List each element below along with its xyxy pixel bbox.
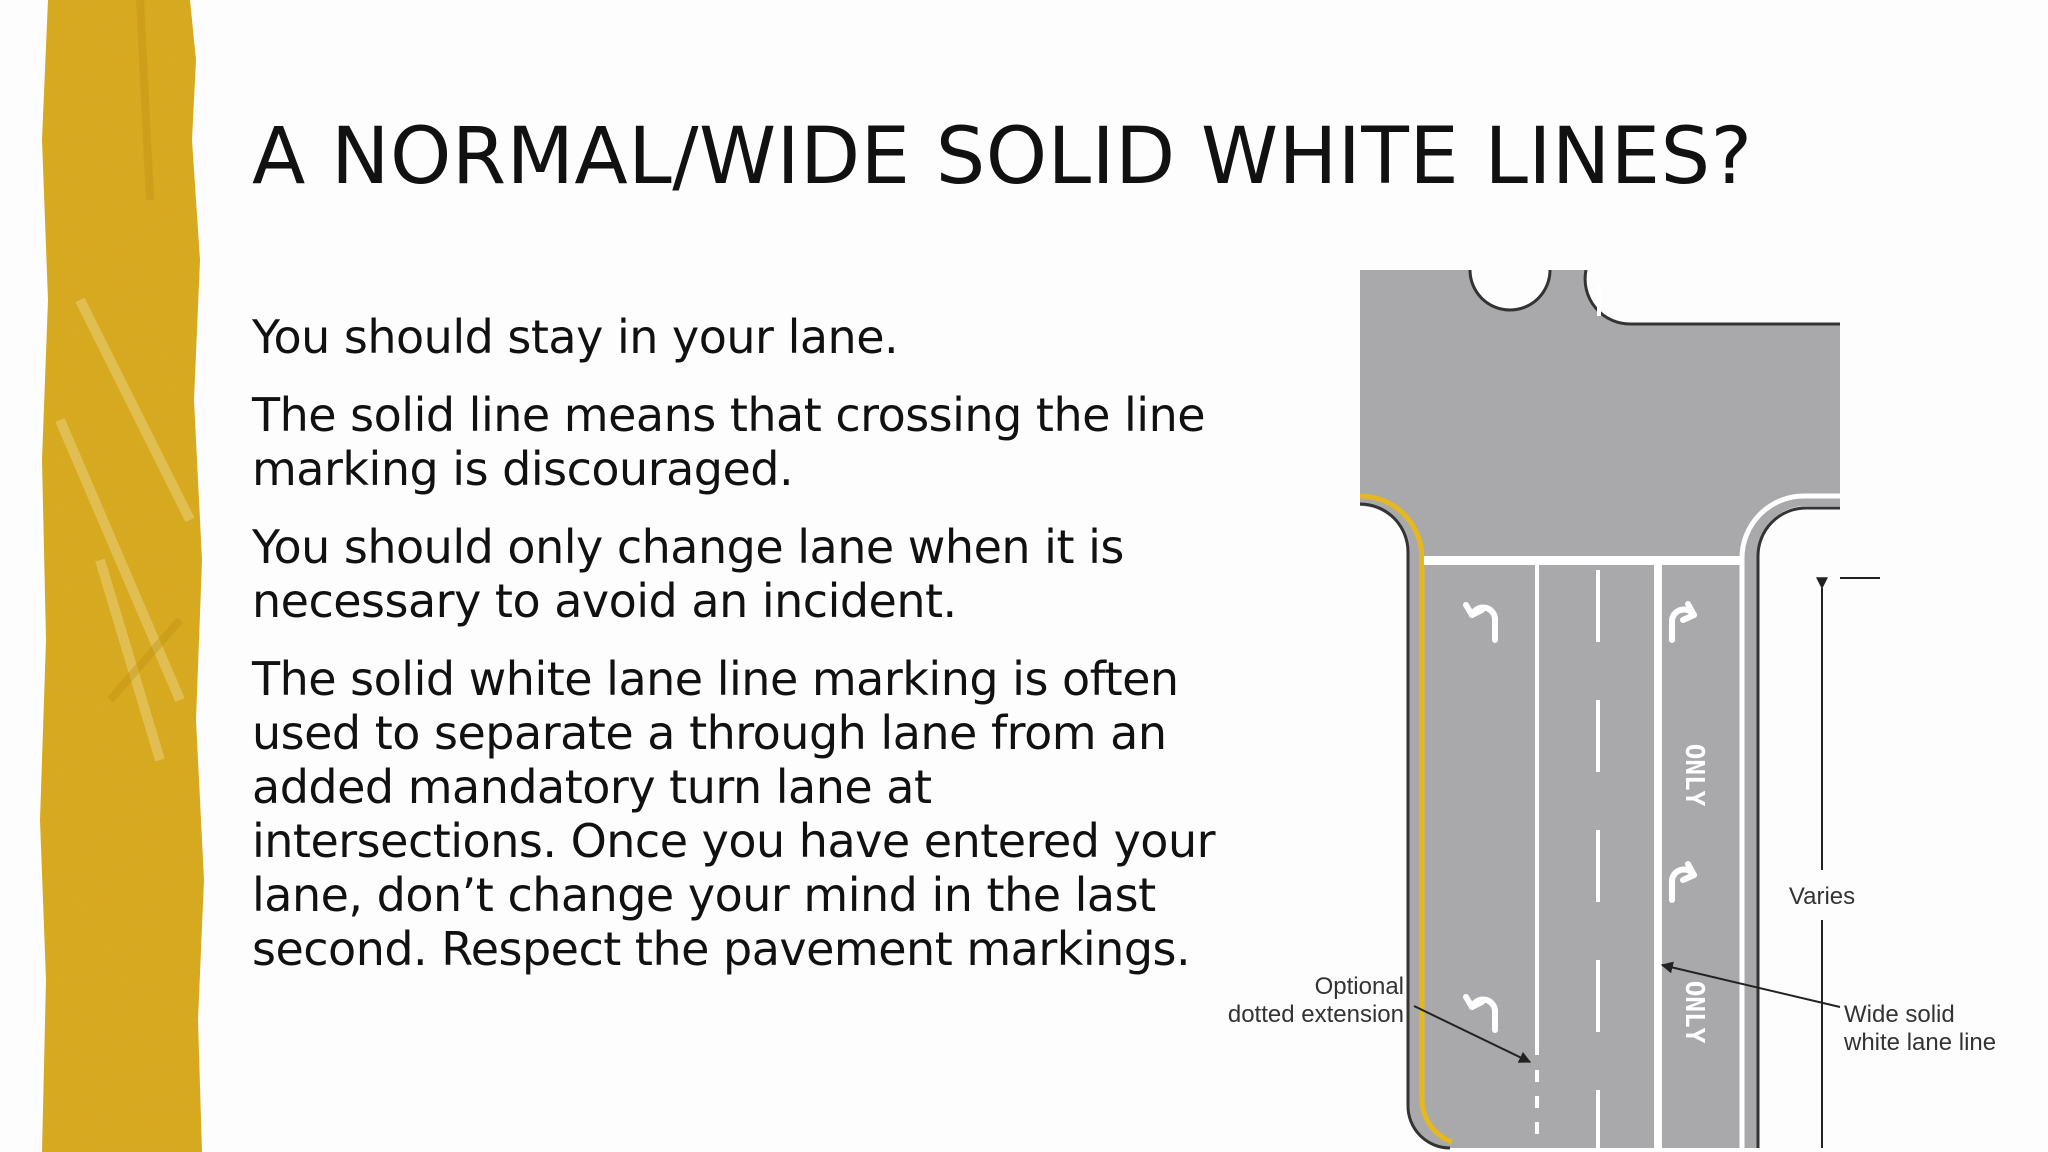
optional-label-line2: dotted extension xyxy=(1227,1001,1404,1028)
paragraph-stay-in-lane: You should stay in your lane. xyxy=(252,310,899,364)
decorative-yellow-stripe xyxy=(40,0,210,1152)
left-turn-lane-solid-line xyxy=(1535,565,1539,1055)
varies-label: Varies xyxy=(1788,883,1856,910)
paragraph-turn-lane-explanation: The solid white lane line marking is often used to separate a through lane from an added mandatory turn lane at intersections. Once you have entered your lane, don’t change your mind in the last second. Respect the pavement markings. xyxy=(252,652,1216,976)
wide-solid-white-lane-line xyxy=(1654,565,1662,1148)
optional-label-line1: Optional xyxy=(1314,973,1404,1000)
wide-solid-label-line2: white lane line xyxy=(1844,1029,1997,1056)
paragraph-crossing-discouraged: The solid line means that crossing the line marking is discouraged. xyxy=(252,388,1206,496)
body-text xyxy=(252,310,1242,1000)
only-pavement-word-lower: ONLY xyxy=(1679,980,1709,1044)
stop-bar xyxy=(1424,556,1742,565)
slide-title: A NORMAL/WIDE SOLID WHITE LINES? xyxy=(252,112,1753,202)
wide-solid-label-line1: Wide solid xyxy=(1844,1001,1955,1028)
lane-marking-diagram xyxy=(1200,270,2048,1152)
paragraph-change-lane: You should only change lane when it is necessary to avoid an incident. xyxy=(252,520,1124,628)
only-pavement-word-upper: ONLY xyxy=(1679,743,1709,807)
